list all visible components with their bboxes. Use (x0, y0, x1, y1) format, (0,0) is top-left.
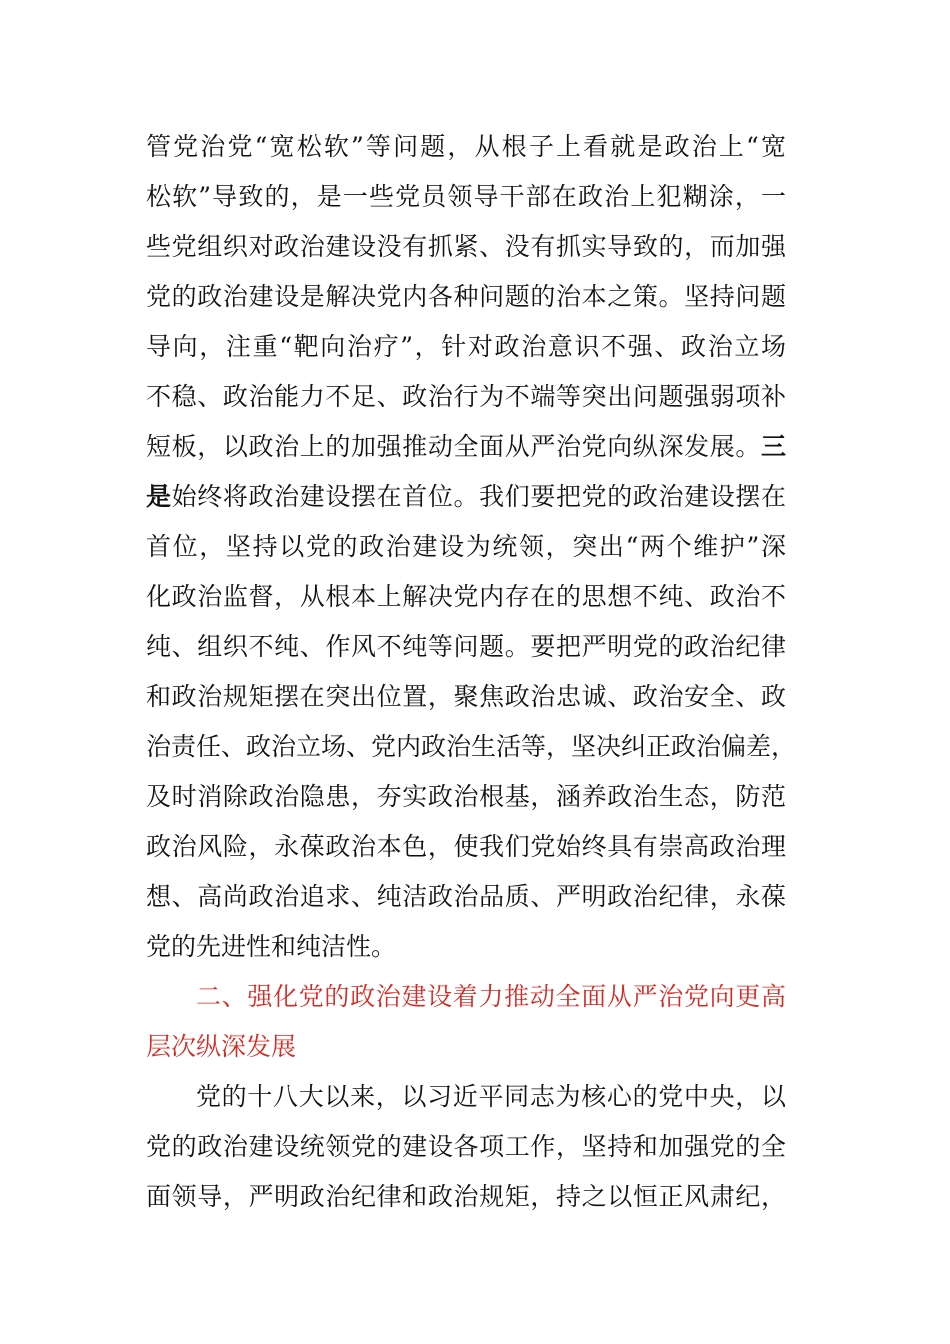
paragraph-line: 想、高尚政治追求、纯洁政治品质、严明政治纪律，永葆 (146, 882, 786, 911)
paragraph-line: 及时消除政治隐患，夯实政治根基，涵养政治生态，防范 (146, 782, 786, 811)
paragraph-line: 党的十八大以来，以习近平同志为核心的党中央，以 (196, 1082, 786, 1111)
paragraph-line: 不稳、政治能力不足、政治行为不端等突出问题强弱项补 (146, 382, 786, 411)
paragraph-line: 首位，坚持以党的政治建设为统领，突出“两个维护”深 (146, 532, 786, 561)
paragraph-line (146, 472, 786, 522)
paragraph-line: 政治风险，永葆政治本色，使我们党始终具有崇高政治理 (146, 832, 786, 861)
paragraph-line: 纯、组织不纯、作风不纯等问题。要把严明党的政治纪律 (146, 632, 786, 661)
paragraph-line: 治责任、政治立场、党内政治生活等，坚决纠正政治偏差， (146, 732, 797, 761)
paragraph-line: 党的政治建设是解决党内各种问题的治本之策。坚持问题 (146, 282, 786, 311)
paragraph-line: 化政治监督，从根本上解决党内存在的思想不纯、政治不 (146, 582, 786, 611)
paragraph-line: 导向，注重“靶向治疗”，针对政治意识不强、政治立场 (146, 332, 786, 361)
paragraph-line: 面领导，严明政治纪律和政治规矩，持之以恒正风肃纪， (146, 1182, 786, 1211)
paragraph-text: 始终将政治建设摆在首位。我们要把党的政治建设摆在 (171, 482, 786, 511)
bold-marker: 是 (146, 482, 172, 511)
paragraph-line: 松软”导致的，是一些党员领导干部在政治上犯糊涂，一 (146, 182, 786, 211)
paragraph-line: 党的政治建设统领党的建设各项工作，坚持和加强党的全 (146, 1132, 786, 1161)
document-body (146, 122, 797, 1222)
paragraph-line: 管党治党“宽松软”等问题，从根子上看就是政治上“宽 (146, 132, 786, 161)
paragraph-line: 些党组织对政治建设没有抓紧、没有抓实导致的，而加强 (146, 232, 786, 261)
paragraph-text: 短板，以政治上的加强推动全面从严治党向纵深发展。 (146, 432, 761, 461)
paragraph-line (146, 422, 786, 472)
paragraph-line: 党的先进性和纯洁性。 (146, 932, 397, 961)
section-heading: 二、强化党的政治建设着力推动全面从严治党向更高 (196, 982, 786, 1011)
bold-marker: 三 (760, 432, 786, 461)
section-heading: 层次纵深发展 (146, 1032, 297, 1061)
paragraph-line: 和政治规矩摆在突出位置，聚焦政治忠诚、政治安全、政 (146, 682, 786, 711)
